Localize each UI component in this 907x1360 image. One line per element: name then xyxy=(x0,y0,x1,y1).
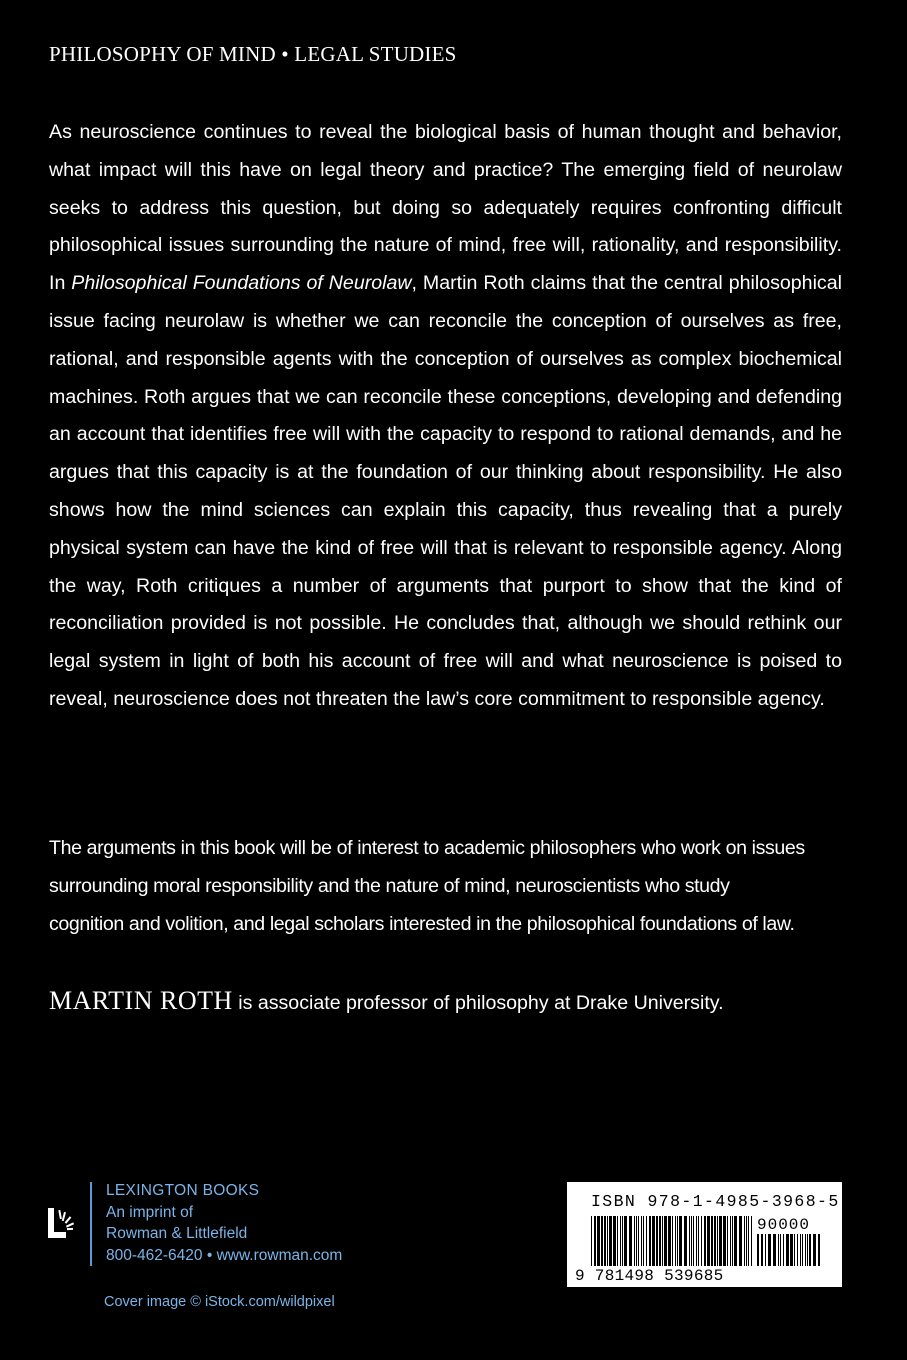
audience-paragraph xyxy=(49,830,849,943)
barcode-bar xyxy=(778,1234,779,1266)
book-title: Philosophical Foundations of Neurolaw xyxy=(71,272,412,295)
barcode-bar xyxy=(607,1216,608,1266)
barcode-bar xyxy=(591,1216,592,1266)
barcode-bar xyxy=(668,1216,671,1266)
barcode-bar xyxy=(809,1234,811,1266)
barcode-bar xyxy=(711,1216,713,1266)
barcode-bar xyxy=(717,1216,718,1266)
barcode-bar xyxy=(734,1216,737,1266)
barcode-bar xyxy=(672,1216,673,1266)
barcode-bar xyxy=(786,1234,789,1266)
audience-line-1: The arguments in this book will be of interest to academic philosophers who work on issues xyxy=(49,837,805,859)
imprint-line-1: An imprint of xyxy=(106,1203,194,1221)
barcode-bar xyxy=(684,1216,687,1266)
barcode-bar xyxy=(800,1234,801,1266)
audience-line-2: surrounding moral responsibility and the nature of mind, neuroscientists who study xyxy=(49,874,730,897)
barcode-bar xyxy=(622,1216,623,1266)
barcode-bar xyxy=(691,1216,692,1266)
barcode-bar xyxy=(652,1216,655,1266)
barcode-bar xyxy=(805,1234,806,1266)
barcode-bar xyxy=(739,1216,742,1266)
book-description xyxy=(49,114,842,719)
barcode-bar xyxy=(732,1216,733,1266)
barcode-bar xyxy=(689,1216,690,1266)
barcode-bar xyxy=(696,1216,697,1266)
barcode-bar xyxy=(794,1234,795,1266)
barcode-bar xyxy=(613,1216,616,1266)
publisher-divider xyxy=(90,1182,92,1266)
publisher-logo-icon xyxy=(48,1208,78,1238)
description-text-part-2: , Martin Roth claims that the central philosophical issue facing neurolaw is whether we can reconcile the conception of ourselves as free, rational, and responsible agents with the conception of ourselves as complex biochemical machines. Roth argues that we can reconcile these conceptions, developing and defending an account that identifies free will with the capacity to respond to rational demands, and he argues that this capacity is at the foundation of our thinking about responsibility. He also shows how the mind sciences can explain this capacity, thus revealing that a purely physical system can have the kind of free will that is relevant to responsible agency. Along the way, Roth critiques a number of arguments that purport to show that the kind of reconciliation provided is not possible. He concludes that, although we should rethink our legal system in light of both his account of free will and what neuroscience is poised to reveal, neuroscience does not threaten the law’s core commitment to responsible agency. xyxy=(49,272,842,710)
author-bio-text: is associate professor of philosophy at Drake University. xyxy=(232,992,724,1014)
barcode-bar xyxy=(723,1216,726,1266)
barcode-bar xyxy=(790,1234,793,1266)
publisher-info xyxy=(106,1180,426,1266)
imprint-line-2: Rowman & Littlefield xyxy=(106,1225,248,1242)
barcode-bar xyxy=(748,1216,749,1266)
barcode-graphic xyxy=(567,1182,842,1287)
barcode-bar xyxy=(797,1234,798,1266)
barcode-bar xyxy=(679,1216,682,1266)
barcode-bar xyxy=(594,1216,596,1266)
barcode-bar xyxy=(638,1216,639,1266)
barcode-bar xyxy=(698,1216,699,1266)
barcode-bar xyxy=(813,1234,816,1266)
barcode-bar xyxy=(693,1216,694,1266)
barcode-bar xyxy=(719,1216,722,1266)
barcode-bar xyxy=(604,1216,606,1266)
barcode-bar xyxy=(649,1216,651,1266)
barcode-bar xyxy=(746,1216,747,1266)
audience-line-3: cognition and volition, and legal scholars interested in the philosophical foundations of law. xyxy=(49,912,795,935)
barcode-bar xyxy=(751,1216,752,1266)
barcode-bar xyxy=(780,1234,781,1266)
barcode-bar xyxy=(646,1216,647,1266)
barcode-bar xyxy=(730,1216,731,1266)
barcode-bar xyxy=(818,1234,820,1266)
barcode-bar xyxy=(636,1216,637,1266)
barcode-bar xyxy=(662,1216,663,1266)
barcode-bar xyxy=(664,1216,667,1266)
barcode-bar xyxy=(643,1216,644,1266)
author-name: MARTIN ROTH xyxy=(49,986,233,1015)
barcode-bar xyxy=(727,1216,728,1266)
barcode-bar xyxy=(802,1234,803,1266)
publisher-name: LEXINGTON BOOKS xyxy=(106,1182,260,1199)
barcode-bar xyxy=(641,1216,642,1266)
barcode-bar xyxy=(620,1216,621,1266)
barcode-bar xyxy=(768,1234,771,1266)
barcode-bar xyxy=(656,1216,658,1266)
publisher-contact: 800-462-6420 • www.rowman.com xyxy=(106,1246,343,1264)
barcode-bar xyxy=(701,1216,702,1266)
barcode-bar xyxy=(707,1216,710,1266)
barcode-bar xyxy=(634,1216,635,1266)
barcode-bar xyxy=(675,1216,676,1266)
barcode-bar xyxy=(773,1234,776,1266)
barcode-bar xyxy=(783,1234,784,1266)
barcode-bar xyxy=(704,1216,706,1266)
barcode-bar xyxy=(744,1216,745,1266)
barcode-bar xyxy=(597,1216,600,1266)
description-text-part-1: As neuroscience continues to reveal the biological basis of human thought and behavior, what impact will this have on legal theory and practice? The emerging field of neurolaw seeks to address this question, but doing so adequately requires confronting difficult philosophical issues surrounding the nature of mind, free will, rationality, and responsibility. In xyxy=(49,121,842,295)
ean-digits: 9 781498 539685 xyxy=(575,1267,724,1285)
barcode-bar xyxy=(765,1234,766,1266)
barcode-bar xyxy=(617,1216,618,1266)
barcode-bar xyxy=(659,1216,661,1266)
barcode-bar xyxy=(761,1234,763,1266)
isbn-label: ISBN 978-1-4985-3968-5 xyxy=(591,1192,840,1211)
category-line: PHILOSOPHY OF MIND • LEGAL STUDIES xyxy=(49,42,457,66)
cover-image-credit: Cover image © iStock.com/wildpixel xyxy=(104,1294,335,1310)
isbn-barcode xyxy=(567,1182,842,1287)
barcode-bar xyxy=(629,1216,632,1266)
author-bio xyxy=(49,982,849,1022)
price-code: 90000 xyxy=(757,1216,811,1234)
barcode-bar xyxy=(601,1216,603,1266)
barcode-bar xyxy=(624,1216,627,1266)
barcode-bar xyxy=(677,1216,678,1266)
barcode-bar xyxy=(757,1234,759,1266)
barcode-bar xyxy=(714,1216,716,1266)
barcode-bar xyxy=(609,1216,612,1266)
barcode-bar xyxy=(807,1234,808,1266)
